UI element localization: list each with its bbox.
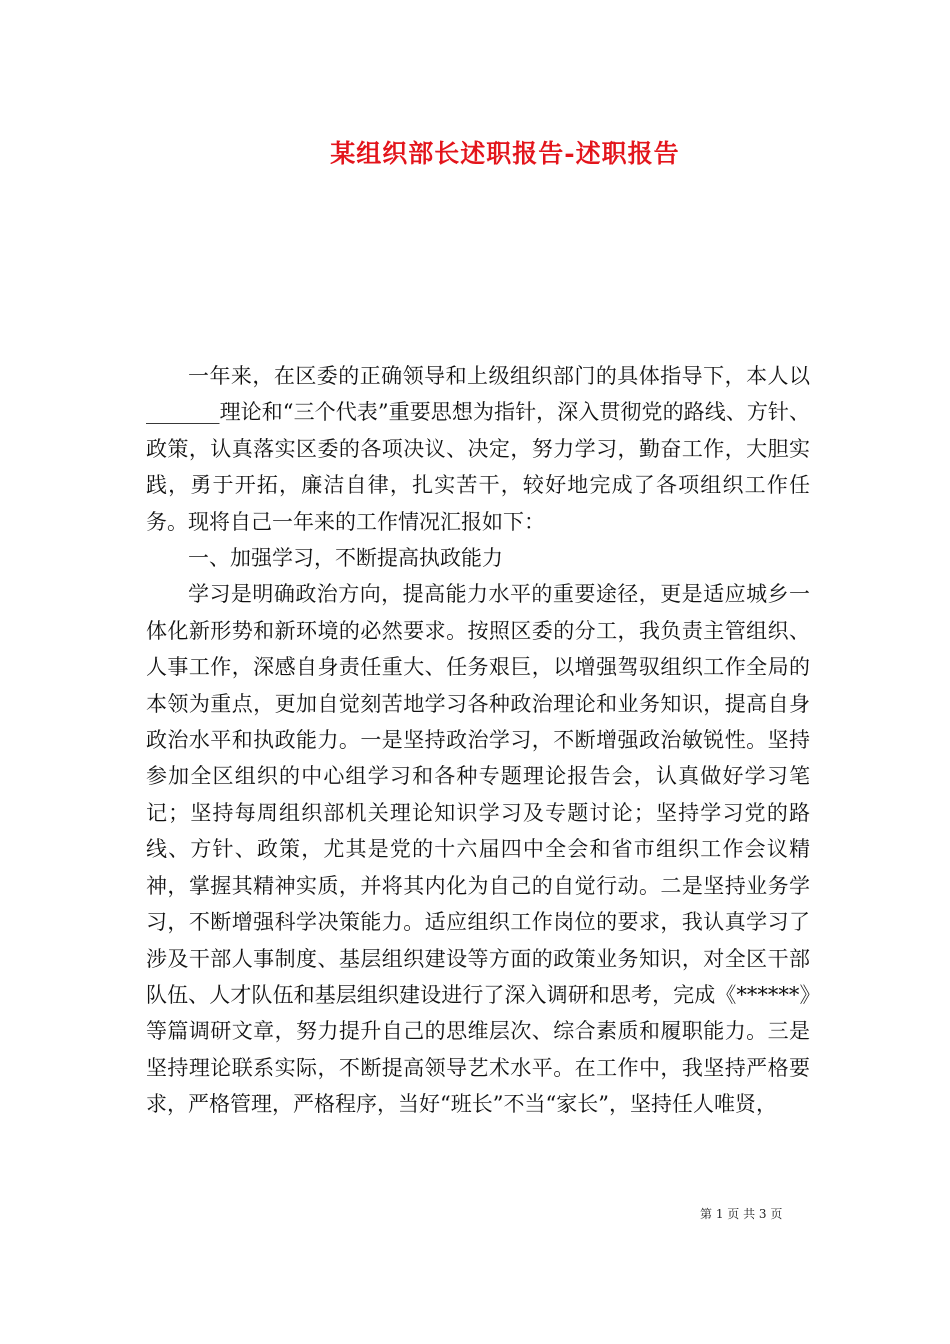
document-title: 某组织部长述职报告-述职报告	[330, 139, 680, 168]
section-heading-1: 一、加强学习，不断提高执政能力	[188, 546, 503, 571]
page-number-footer: 第 1 页 共 3 页	[700, 1207, 783, 1221]
paragraph-intro: 一年来，在区委的正确领导和上级组织部门的具体指导下，本人以_______理论和“三个代表”重要思想为指针，深入贯彻党的路线、方针、政策，认真落实区委的各项决议、决定，努力学习，勤奋工作，大胆实践，勇于开拓，廉洁自律，扎实苦干，较好地完成了各项组织工作任务。现将自己一年来的工作情况汇报如下：	[146, 364, 810, 534]
paragraph-study: 学习是明确政治方向，提高能力水平的重要途径，更是适应城乡一体化新形势和新环境的必然要求。按照区委的分工，我负责主管组织、人事工作，深感自身责任重大、任务艰巨，以增强驾驭组织工作全局的本领为重点，更加自觉刻苦地学习各种政治理论和业务知识，提高自身政治水平和执政能力。一是坚持政治学习，不断增强政治敏锐性。坚持参加全区组织的中心组学习和各种专题理论报告会，认真做好学习笔记；坚持每周组织部机关理论知识学习及专题讨论；坚持学习党的路线、方针、政策，尤其是党的十六届四中全会和省市组织工作会议精神，掌握其精神实质，并将其内化为自己的自觉行动。二是坚持业务学习，不断增强科学决策能力。适应组织工作岗位的要求，我认真学习了涉及干部人事制度、基层组织建设等方面的政策业务知识，对全区干部队伍、人才队伍和基层组织建设进行了深入调研和思考，完成《******》等篇调研文章，努力提升自己的思维层次、综合素质和履职能力。三是坚持理论联系实际，不断提高领导艺术水平。在工作中，我坚持严格要求，严格管理，严格程序，当好“班长”不当“家长”，坚持任人唯贤，	[146, 582, 810, 1117]
document-body	[146, 358, 810, 1123]
